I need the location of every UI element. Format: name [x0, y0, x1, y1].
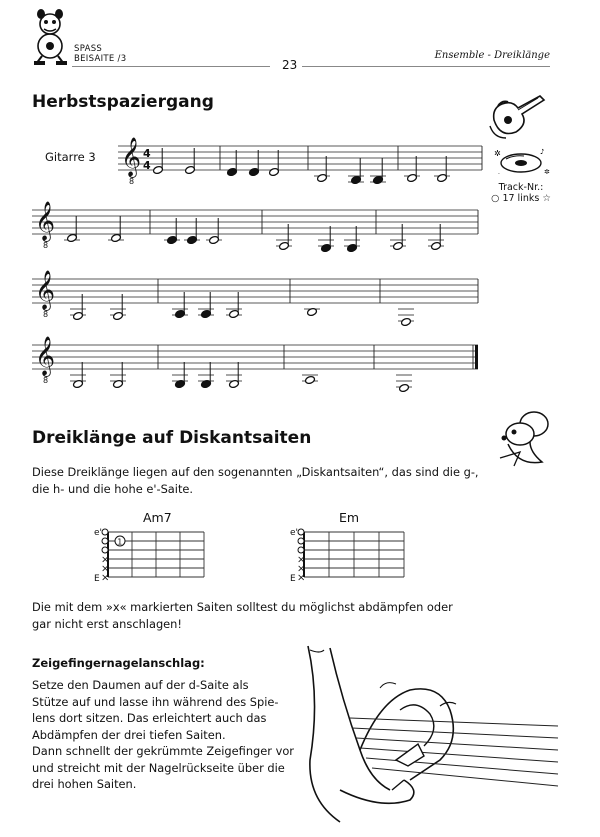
intro-line: die h- und die hohe e'-Saite.	[32, 481, 194, 496]
open-string-icon	[298, 538, 304, 544]
open-string-icon	[298, 547, 304, 553]
chord-diagrams	[0, 520, 600, 590]
staff	[32, 201, 478, 253]
track-number: 17 links	[502, 193, 540, 204]
top-string-label: e'	[290, 528, 299, 538]
muted-string-icon: ×	[297, 563, 306, 575]
open-string-icon	[298, 529, 304, 535]
bottom-string-label: E	[290, 574, 296, 584]
chord-diagram	[94, 528, 204, 584]
series-line1: SPASS	[74, 44, 103, 54]
open-string-icon	[102, 538, 108, 544]
note-head	[401, 317, 412, 326]
muted-string-icon: ×	[101, 554, 110, 566]
svg-text:·: ·	[498, 171, 500, 178]
staff	[118, 137, 482, 186]
piece-title: Herbstspaziergang	[32, 92, 214, 112]
series-line2: BEISAITE /3	[74, 54, 127, 64]
technique-line: drei hohen Saiten.	[32, 777, 137, 791]
svg-text:✲: ✲	[494, 149, 501, 158]
staff	[32, 336, 478, 393]
top-string-label: e'	[94, 528, 103, 538]
treble-clef-icon: 𝄞	[35, 270, 56, 310]
chord-name-em: Em	[339, 510, 360, 525]
finger-number: 1	[117, 537, 123, 547]
section-title: Dreiklänge auf Diskantsaiten	[32, 428, 312, 448]
hand-strumming-illustration	[300, 640, 560, 830]
technique-line: Abdämpfen der drei tiefen Saiten.	[32, 727, 226, 742]
technique-line: Stütze auf und lasse ihn während des Spie-	[32, 694, 279, 709]
open-string-icon	[102, 529, 108, 535]
time-signature-top: 4	[143, 147, 151, 160]
treble-clef-icon: 𝄞	[35, 336, 56, 376]
technique-line: Setze den Daumen auf der d-Saite als	[32, 678, 249, 692]
technique-line: Dann schnellt der gekrümmte Zeigefinger vor	[32, 744, 294, 758]
svg-text:♪: ♪	[540, 148, 545, 156]
chord-name-am7: Am7	[143, 510, 172, 525]
treble-clef-icon: 𝄞	[35, 201, 56, 241]
intro-text	[32, 464, 552, 497]
technique-text	[32, 677, 302, 793]
technique-line: und streicht mit der Nagelrückseite über die	[32, 760, 285, 775]
chord-diagram	[290, 528, 404, 584]
section-label: Ensemble - Dreiklänge	[434, 50, 550, 61]
clef-octave-label: 8	[43, 310, 49, 319]
circle-icon: ○	[491, 193, 500, 204]
muted-string-icon: ×	[297, 572, 306, 584]
star-icon: ☆	[542, 193, 551, 204]
muted-string-icon: ×	[297, 554, 306, 566]
clef-octave-label: 8	[43, 376, 49, 385]
muted-string-icon: ×	[101, 563, 110, 575]
treble-clef-icon: 𝄞	[121, 137, 142, 177]
instrument-label: Gitarre 3	[45, 150, 96, 164]
time-signature-bottom: 4	[143, 159, 151, 172]
bottom-string-label: E	[94, 574, 100, 584]
mouse-illustration	[490, 408, 554, 468]
note-head	[399, 383, 410, 392]
clef-octave-label: 8	[43, 241, 49, 250]
technique-title: Zeigefingernagelanschlag:	[32, 656, 205, 670]
clef-octave-label: 8	[129, 177, 135, 186]
damping-note	[32, 599, 552, 632]
note-line: gar nicht erst anschlagen!	[32, 616, 182, 631]
svg-text:✲: ✲	[544, 168, 550, 176]
open-string-icon	[102, 547, 108, 553]
intro-line: Diese Dreiklänge liegen auf den sogenannten „Diskantsaiten“, das sind die g-,	[32, 465, 479, 479]
note-head	[305, 375, 316, 384]
final-bar-line	[475, 345, 478, 369]
muted-string-icon: ×	[101, 572, 110, 584]
staff	[32, 270, 478, 327]
note-line: Die mit dem »x« markierten Saiten solltest du möglichst abdämpfen oder	[32, 600, 453, 614]
technique-line: lens dort sitzen. Das erleichtert auch das	[32, 711, 267, 725]
track-label: Track-Nr.:	[498, 182, 544, 193]
page-number: 23	[282, 58, 298, 72]
